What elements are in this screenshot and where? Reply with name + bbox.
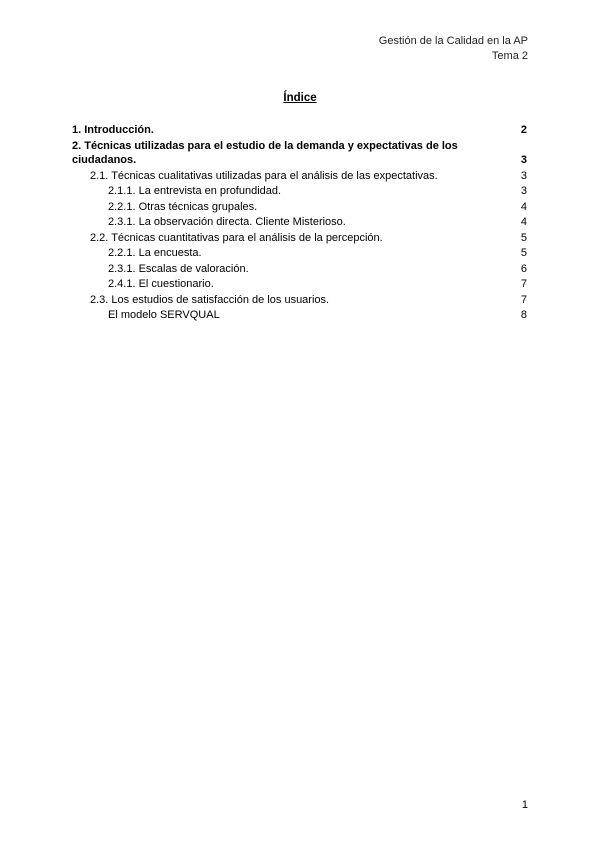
toc-entry-label: 2.2.1. Otras técnicas grupales. — [108, 200, 258, 213]
toc-entry-page: 6 — [520, 262, 527, 275]
toc-entry-page: 5 — [520, 247, 527, 259]
toc-entry-label: 2.3.1. Escalas de valoración. — [108, 262, 249, 275]
toc-entry[interactable] — [72, 123, 527, 137]
toc-entry-page: 4 — [520, 216, 527, 228]
header-topic: Tema 2 — [491, 50, 528, 62]
toc-entry-label: 1. Introducción. — [72, 124, 154, 136]
page-number: 1 — [521, 799, 528, 811]
toc-entry-page: 7 — [520, 278, 527, 290]
toc-entry-page: 3 — [520, 185, 527, 197]
table-of-contents — [72, 123, 527, 324]
toc-entry[interactable] — [72, 308, 527, 322]
toc-entry-label: 2.2. Técnicas cuantitativas para el análisis de la percepción. — [90, 231, 383, 244]
toc-entry-label: 2.3. Los estudios de satisfacción de los usuarios. — [90, 293, 330, 306]
toc-entry[interactable] — [72, 184, 527, 198]
toc-entry[interactable] — [72, 200, 527, 214]
toc-entry-page: 7 — [520, 293, 527, 306]
toc-entry[interactable] — [72, 169, 527, 183]
toc-entry-label: 2.2.1. La encuesta. — [108, 247, 202, 259]
toc-entry[interactable] — [72, 262, 527, 276]
toc-entry[interactable] — [72, 139, 527, 167]
toc-entry-label: 2.1.1. La entrevista en profundidad. — [108, 185, 282, 197]
toc-entry[interactable] — [72, 215, 527, 229]
toc-entry-page: 4 — [520, 200, 527, 213]
toc-entry[interactable] — [72, 293, 527, 307]
toc-entry-page: 5 — [520, 231, 527, 244]
page-header — [379, 34, 528, 64]
toc-entry[interactable] — [72, 231, 527, 245]
toc-entry[interactable] — [72, 277, 527, 291]
toc-entry[interactable] — [72, 246, 527, 260]
toc-entry-page: 3 — [520, 154, 527, 166]
toc-entry-label: 2.1. Técnicas cualitativas utilizadas para el análisis de las expectativas. — [90, 169, 438, 182]
toc-entry-label: 2.4.1. El cuestionario. — [108, 278, 214, 290]
toc-entry-label: 2.3.1. La observación directa. Cliente Misterioso. — [108, 216, 346, 228]
toc-entry-label: 2. Técnicas utilizadas para el estudio de la demanda y expectativas de los ciudadanos. — [72, 140, 458, 166]
toc-entry-page: 2 — [520, 124, 527, 136]
header-document-title: Gestión de la Calidad en la AP — [378, 35, 528, 47]
toc-heading: Índice — [283, 92, 317, 104]
toc-entry-page: 8 — [520, 309, 527, 321]
toc-entry-label: El modelo SERVQUAL — [108, 309, 220, 321]
toc-entry-page: 3 — [520, 169, 527, 182]
